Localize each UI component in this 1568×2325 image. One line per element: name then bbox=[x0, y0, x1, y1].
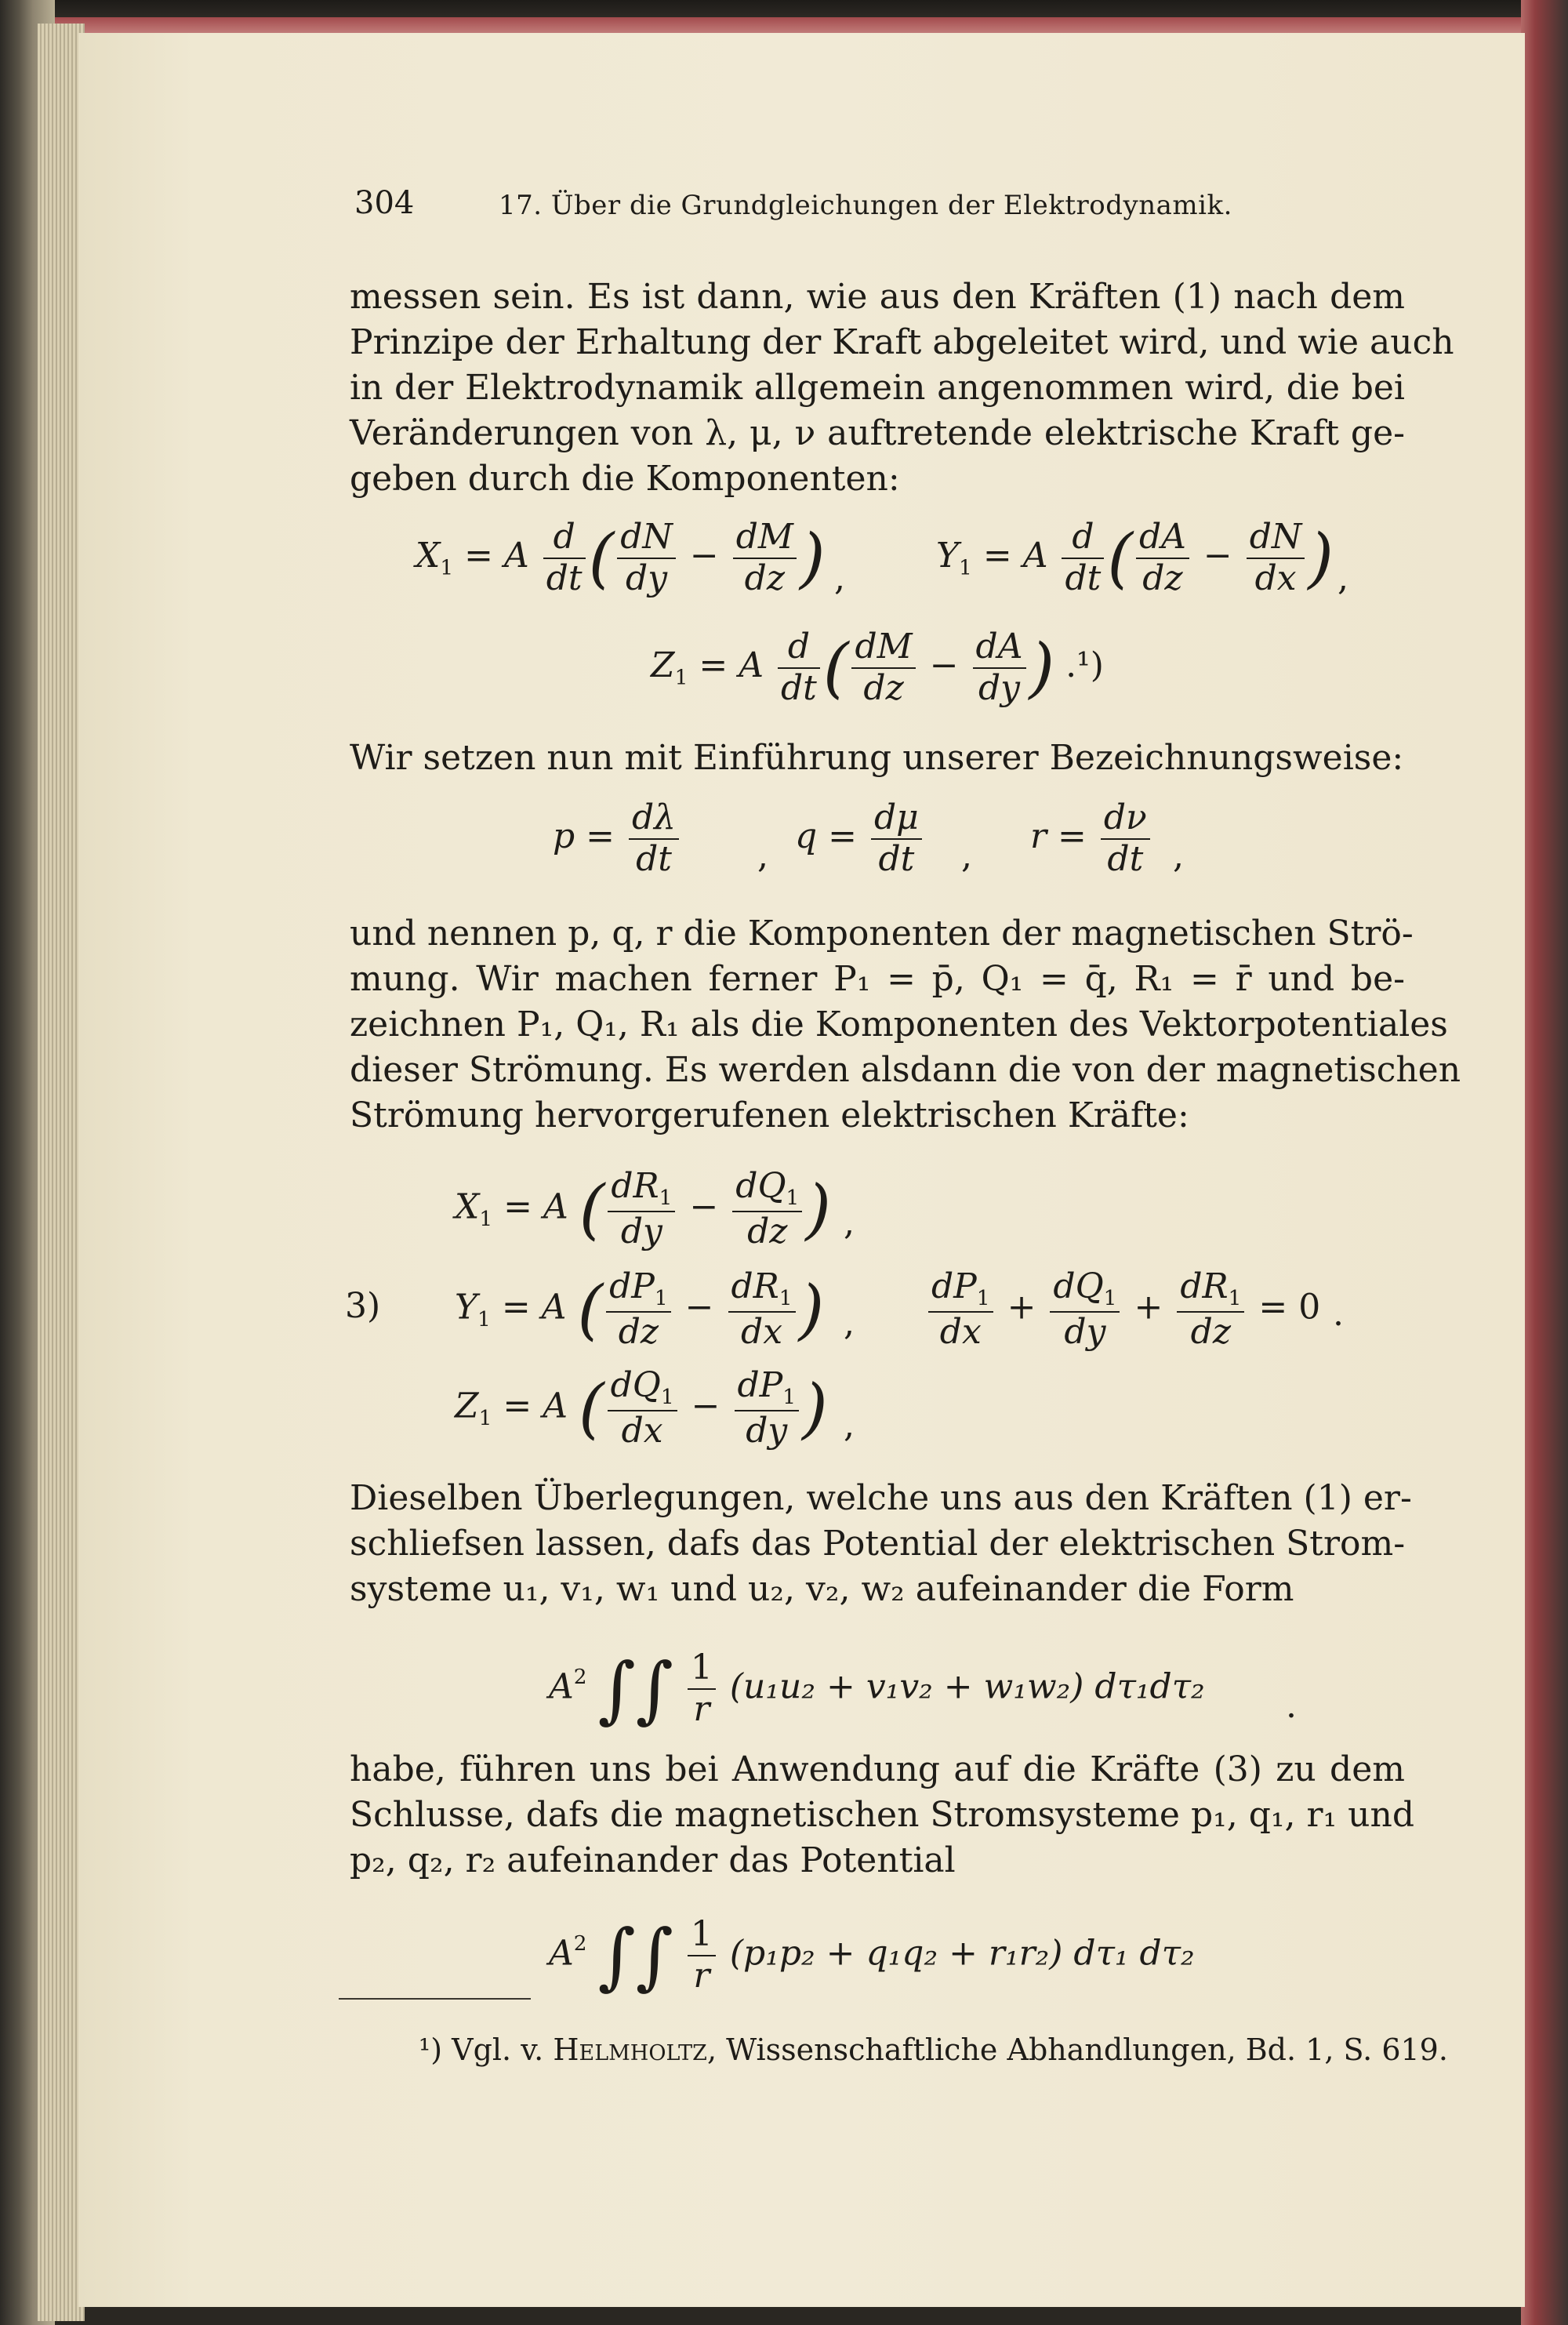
footnote-mark: .¹) bbox=[1065, 645, 1104, 686]
book-right-edge bbox=[1521, 0, 1568, 2325]
equation-potential-magnetic: $A^2$ ∫∫ $\frac{1}{r}$ (p₁p₂ + q₁q₂ + r₁r₂) dτ₁ dτ₂ bbox=[549, 1913, 1195, 1998]
text-line: Strömung hervorgerufenen elektrischen Kräfte: bbox=[350, 1095, 1189, 1135]
comma: , bbox=[961, 836, 972, 876]
page-number: 304 bbox=[354, 185, 415, 221]
equation-r: r = $\frac{d\nu}{dt}$ bbox=[1030, 798, 1153, 879]
equation-3-y1: $Y_1 = A$ ( $\frac{dP_1}{dz}$ − $\frac{dR_1}{dx}$ ) bbox=[455, 1266, 825, 1352]
equation-p: p = $\frac{d\lambda}{dt}$ bbox=[553, 798, 682, 879]
page-stack-edge bbox=[38, 24, 85, 2321]
period: . bbox=[1333, 1294, 1344, 1334]
equation-3-z1: $Z_1 = A$ ( $\frac{dQ_1}{dx}$ − $\frac{dP_1}{dy}$ ) bbox=[455, 1365, 828, 1451]
equation-x1: $X_1 = A$ $\frac{d}{dt}$ ( $\frac{dN}{dy}$ − $\frac{dM}{dz}$ ) bbox=[416, 517, 826, 598]
comma: , bbox=[757, 836, 768, 876]
paragraph-1 bbox=[350, 274, 1454, 502]
paragraph-2 bbox=[350, 736, 1405, 781]
text-line: habe, führen uns bei Anwendung auf die Kräfte (3) zu dem bbox=[350, 1749, 1405, 1789]
text-line: mung. Wir machen ferner P₁ = p̄, Q₁ = q̄, R₁ = r̄ und be- bbox=[350, 959, 1405, 999]
equation-z1: $Z_1 = A$ $\frac{d}{dt}$ ( $\frac{dM}{dz}$ − $\frac{dA}{dy}$ ) .¹) bbox=[651, 627, 1104, 708]
comma: , bbox=[834, 558, 845, 598]
text-line: und nennen p, q, r die Komponenten der magnetischen Strö- bbox=[350, 914, 1414, 954]
footnote: ¹) Vgl. v. Helmholtz, Wissenschaftliche Abhandlungen, Bd. 1, S. 619. bbox=[419, 2033, 1448, 2067]
paragraph-3 bbox=[350, 911, 1461, 1139]
comma: , bbox=[1173, 836, 1184, 876]
text-line: messen sein. Es ist dann, wie aus den Kräften (1) nach dem bbox=[350, 277, 1405, 317]
equation-y1: $Y_1 = A$ $\frac{d}{dt}$ ( $\frac{dA}{dz}$ − $\frac{dN}{dx}$ ) bbox=[936, 517, 1334, 598]
text-line: geben durch die Komponenten: bbox=[350, 459, 900, 499]
running-title: 17. Über die Grundgleichungen der Elektrodynamik. bbox=[499, 190, 1232, 221]
footnote-rule bbox=[339, 1998, 531, 2000]
text-line: Wir setzen nun mit Einführung unserer Bezeichnungsweise: bbox=[350, 738, 1404, 778]
equation-3-divergence: $\frac{dP_1}{dx}$ + $\frac{dQ_1}{dy}$ + $\frac{dR_1}{dz}$ = 0 bbox=[925, 1267, 1320, 1352]
period: . bbox=[1286, 1686, 1297, 1726]
comma: , bbox=[844, 1405, 855, 1445]
equation-3-x1: $X_1 = A$ ( $\frac{dR_1}{dy}$ − $\frac{dQ_1}{dz}$ ) bbox=[455, 1166, 831, 1252]
text-line: in der Elektrodynamik allgemein angenommen wird, die bei bbox=[350, 368, 1405, 408]
footnote-author: Helmholtz bbox=[553, 2033, 707, 2067]
comma: , bbox=[844, 1303, 855, 1343]
text-line: p₂, q₂, r₂ aufeinander das Potential bbox=[350, 1840, 956, 1880]
paragraph-5 bbox=[350, 1747, 1415, 1884]
text-line: Prinzipe der Erhaltung der Kraft abgeleitet wird, und wie auch bbox=[350, 322, 1454, 362]
equation-number: 3) bbox=[345, 1286, 381, 1326]
text-line: Schlusse, dafs die magnetischen Stromsysteme p₁, q₁, r₁ und bbox=[350, 1795, 1415, 1835]
text-line: Dieselben Überlegungen, welche uns aus den Kräften (1) er- bbox=[350, 1478, 1412, 1518]
equation-q: q = $\frac{d\mu}{dt}$ bbox=[795, 798, 925, 879]
text-line: Veränderungen von λ, μ, ν auftretende elektrische Kraft ge- bbox=[350, 413, 1405, 453]
text-line: systeme u₁, v₁, w₁ und u₂, v₂, w₂ aufeinander die Form bbox=[350, 1569, 1294, 1609]
text-line: schliefsen lassen, dafs das Potential der elektrischen Strom- bbox=[350, 1524, 1406, 1564]
comma: , bbox=[844, 1203, 855, 1243]
text-line: zeichnen P₁, Q₁, R₁ als die Komponenten des Vektorpotentiales bbox=[350, 1004, 1448, 1044]
paragraph-4 bbox=[350, 1476, 1412, 1612]
equation-potential-electric: $A^2$ ∫∫ $\frac{1}{r}$ (u₁u₂ + v₁v₂ + w₁w₂) dτ₁dτ₂ bbox=[549, 1647, 1205, 1731]
comma: , bbox=[1338, 558, 1348, 598]
text-line: dieser Strömung. Es werden alsdann die von der magnetischen bbox=[350, 1050, 1461, 1090]
